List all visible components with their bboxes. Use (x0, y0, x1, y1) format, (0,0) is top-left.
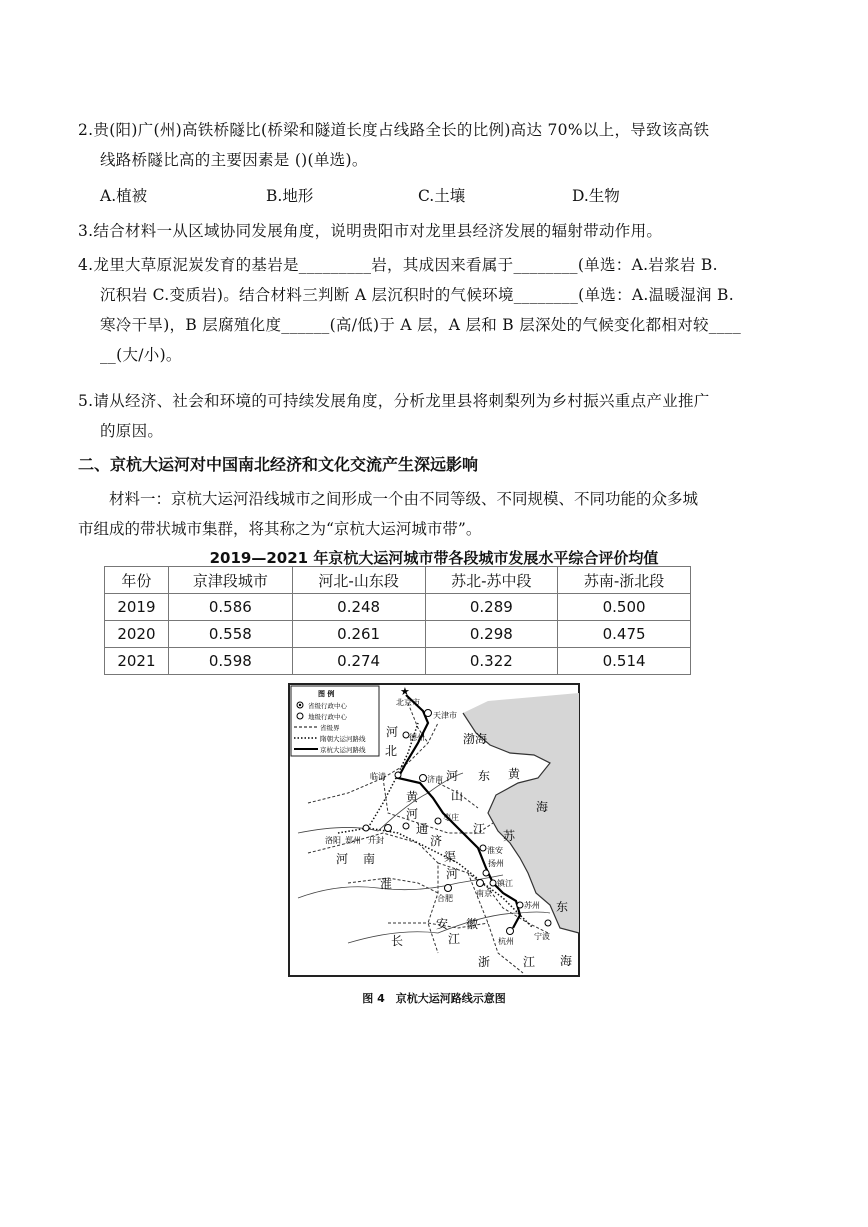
table-cell: 0.322 (425, 648, 558, 675)
question-4 (78, 250, 798, 370)
table-cell: 0.598 (168, 648, 292, 675)
region-label: 黄 (508, 767, 521, 781)
question-3-text: 3.结合材料一从区域协同发展角度，说明贵阳市对龙里县经济发展的辐射带动作用。 (78, 222, 663, 240)
legend-title: 图 例 (318, 689, 335, 698)
region-label: 山 (451, 789, 464, 803)
city-label: 临清 (370, 772, 386, 781)
city-label: 扬州 (488, 859, 504, 868)
question-5-line2: 的原因。 (100, 422, 164, 440)
material-line2: 市组成的带状城市集群，将其称之为“京杭大运河城市带”。 (78, 520, 482, 538)
option-c: C.土壤 (418, 187, 466, 205)
region-label: 浙 (478, 955, 491, 969)
question-2 (78, 115, 798, 175)
region-label: 海 (536, 800, 549, 814)
region-label: 河 (336, 852, 349, 866)
material-line1: 材料一：京杭大运河沿线城市之间形成一个由不同等级、不同规模、不同功能的众多城 (78, 490, 699, 508)
city-label: 天津市 (433, 711, 457, 720)
table-row (105, 648, 691, 675)
table-cell: 2021 (105, 648, 169, 675)
table-cell: 0.500 (558, 594, 691, 621)
question-5 (78, 386, 798, 446)
region-label: 渤海 (463, 732, 488, 746)
legend-item: 京杭大运河路线 (320, 746, 366, 754)
legend-item: 省级界 (320, 724, 340, 732)
legend-item: 省级行政中心 (308, 702, 347, 710)
option-a: A.植被 (100, 187, 148, 205)
table-header: 年份 (105, 567, 169, 594)
region-label: 江 (523, 955, 536, 969)
region-label: 长 (391, 934, 404, 948)
city-label: 开封 (368, 836, 384, 845)
question-2-line2: 线路桥隧比高的主要因素是 ()(单选)。 (100, 151, 368, 169)
region-label: 淮 (380, 877, 393, 891)
city-label: 济南 (427, 775, 443, 784)
table-cell: 0.586 (168, 594, 292, 621)
table-title: 2019—2021 年京杭大运河城市带各段城市发展水平综合评价均值 (209, 549, 659, 567)
question-4-line4: __(大/小)。 (100, 346, 182, 364)
table-cell: 0.289 (425, 594, 558, 621)
city-label: 苏州 (524, 901, 540, 910)
city-label: 合肥 (437, 894, 453, 903)
region-label: 黄 (406, 790, 419, 804)
region-label: 河 (446, 867, 459, 881)
region-label: 东 (556, 900, 569, 914)
table-header: 苏南-浙北段 (558, 567, 691, 594)
city-label: 淮安 (487, 846, 503, 855)
table-row (105, 621, 691, 648)
table-cell: 0.514 (558, 648, 691, 675)
region-label: 东 (478, 769, 491, 783)
region-label: 安 (436, 917, 449, 931)
region-label: 北 (385, 744, 398, 758)
region-label: 江 (448, 932, 461, 946)
legend-item: 隋朝大运河路线 (320, 735, 366, 743)
table-cell: 0.261 (292, 621, 425, 648)
table-cell: 2019 (105, 594, 169, 621)
region-label: 河 (386, 725, 399, 739)
city-label: 德州 (409, 733, 425, 742)
question-3 (78, 216, 798, 246)
region-label: 河 (406, 807, 419, 821)
city-label: 杭州 (498, 937, 514, 946)
table-cell: 2020 (105, 621, 169, 648)
region-label: 南 (363, 852, 376, 866)
option-b: B.地形 (266, 187, 314, 205)
table-cell: 0.248 (292, 594, 425, 621)
question-5-line1: 5.请从经济、社会和环境的可持续发展角度，分析龙里县将刺梨列为乡村振兴重点产业推广 (78, 392, 710, 410)
city-label: 镇江 (497, 879, 513, 888)
table-header: 京津段城市 (168, 567, 292, 594)
table-cell: 0.274 (292, 648, 425, 675)
region-label: 济 (430, 834, 443, 848)
city-label: 枣庄 (443, 813, 459, 822)
region-label: 苏 (503, 829, 516, 843)
evaluation-table (104, 566, 691, 675)
city-label: 洛阳 (325, 836, 341, 845)
table-cell: 0.558 (168, 621, 292, 648)
region-label: 河 (446, 769, 459, 783)
table-header: 河北-山东段 (292, 567, 425, 594)
star-icon: ★ (400, 685, 410, 698)
question-4-line2: 沉积岩 C.变质岩)。结合材料三判断 A 层沉积时的气候环境________(单选：A.温暖湿润 B. (100, 286, 734, 304)
question-2-line1: 2.贵(阳)广(州)高铁桥隧比(桥梁和隧道长度占线路全长的比例)高达 70%以上，导致该高铁 (78, 121, 710, 139)
region-label: 徽 (466, 917, 479, 931)
table-cell: 0.475 (558, 621, 691, 648)
city-label: 宁波 (534, 932, 550, 941)
table-header-row (105, 567, 691, 594)
question-2-options (100, 184, 800, 212)
question-4-line1: 4.龙里大草原泥炭发育的基岩是_________岩，其成因来看属于________(单选：A.岩浆岩 B. (78, 256, 718, 274)
region-label: 通 (416, 822, 429, 836)
city-label: 南京 (476, 889, 492, 898)
table-header: 苏北-苏中段 (425, 567, 558, 594)
table-row (105, 594, 691, 621)
region-label: 江 (473, 822, 486, 836)
material-one (78, 484, 796, 544)
region-label: 渠 (444, 850, 457, 864)
region-label: 海 (560, 954, 573, 968)
city-label: 北京市 (396, 698, 420, 707)
option-d: D.生物 (572, 187, 620, 205)
table-cell: 0.298 (425, 621, 558, 648)
map-caption: 图 4 京杭大运河路线示意图 (362, 992, 506, 1005)
grand-canal-map (288, 683, 580, 977)
legend-item: 地级行政中心 (308, 713, 347, 721)
city-label: 郑州 (345, 836, 361, 845)
section-title: 二、京杭大运河对中国南北经济和文化交流产生深远影响 (78, 455, 479, 474)
question-4-line3: 寒冷干旱)，B 层腐殖化度______(高/低)于 A 层，A 层和 B 层深处的气候变化都相对较____ (100, 316, 741, 334)
